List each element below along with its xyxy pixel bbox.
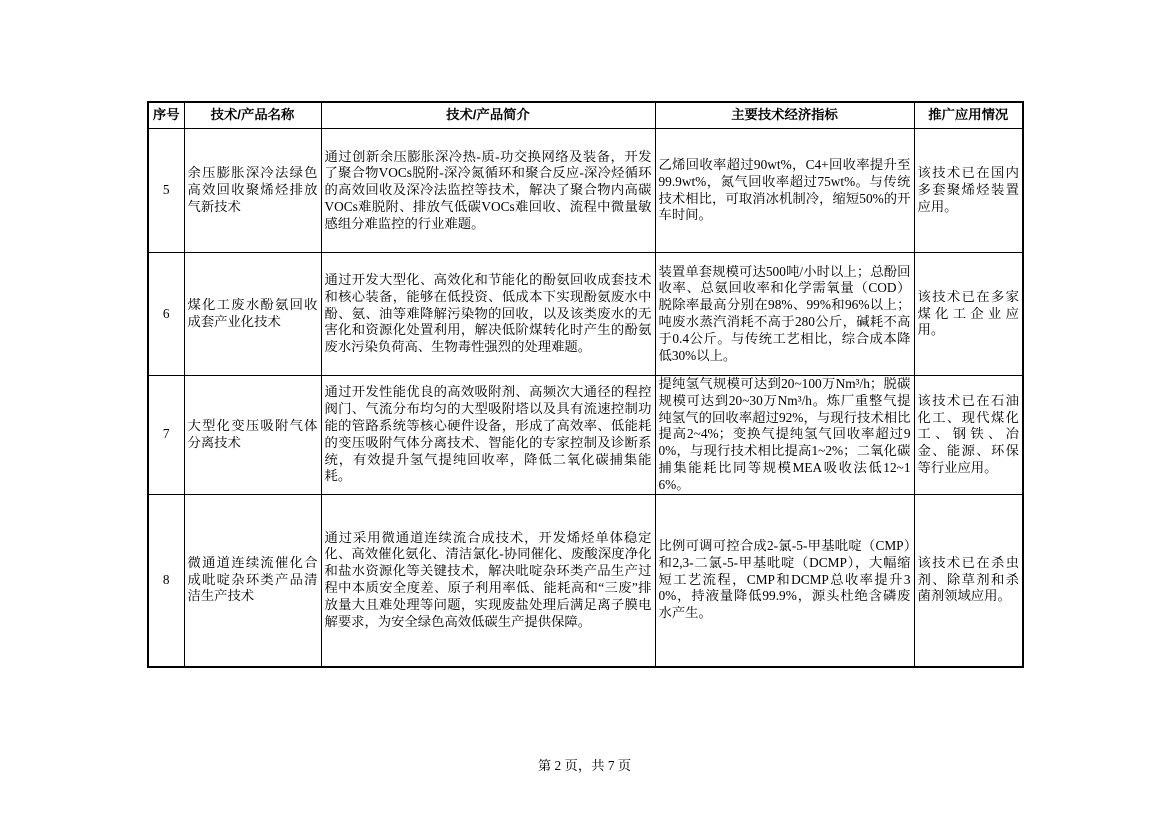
cell-indicators: 乙烯回收率超过90wt%，C4+回收率提升至99.9wt%，氮气回收率超过75wt%。与传统技术相比，可取消冰机制冷，缩短50%的开车时间。 bbox=[655, 129, 914, 253]
cell-indicators: 装置单套规模可达500吨/小时以上；总酚回收率、总氨回收率和化学需氧量（COD）脱除率最高分别在98%、99%和96%以上；吨废水蒸汽消耗不高于280公斤，碱耗不高于0.4公斤。与传统工艺相比，综合成本降低30%以上。 bbox=[655, 253, 914, 376]
cell-name: 大型化变压吸附气体分离技术 bbox=[184, 376, 321, 495]
cell-application: 该技术已在多家煤化工企业应用。 bbox=[914, 253, 1023, 376]
cell-number: 6 bbox=[148, 253, 184, 376]
header-application: 推广应用情况 bbox=[914, 102, 1023, 129]
tech-table bbox=[147, 101, 1024, 668]
cell-intro: 通过采用微通道连续流合成技术，开发烯烃单体稳定化、高效催化氨化、清洁氯化-协同催化、废酸深度净化和盐水资源化等关键技术，解决吡啶杂环类产品生产过程中本质安全度差、原子利用率低、能耗高和“三废”排放量大且难处理等问题，实现废盐处理后满足离子膜电解要求，为安全绿色高效低碳生产提供保障。 bbox=[321, 494, 655, 667]
table-row bbox=[148, 253, 1023, 376]
cell-number: 5 bbox=[148, 129, 184, 253]
cell-intro: 通过开发大型化、高效化和节能化的酚氨回收成套技术和核心装备，能够在低投资、低成本下实现酚氨废水中酚、氨、油等难降解污染物的回收，以及该类废水的无害化和资源化处置利用，解决低阶煤转化时产生的酚氨废水污染负荷高、生物毒性强烈的处理难题。 bbox=[321, 253, 655, 376]
header-number: 序号 bbox=[148, 102, 184, 129]
cell-application: 该技术已在国内多套聚烯烃装置应用。 bbox=[914, 129, 1023, 253]
header-intro: 技术/产品简介 bbox=[321, 102, 655, 129]
cell-application: 该技术已在石油化工、现代煤化工、钢铁、冶金、能源、环保等行业应用。 bbox=[914, 376, 1023, 495]
cell-name: 微通道连续流催化合成吡啶杂环类产品清洁生产技术 bbox=[184, 494, 321, 667]
cell-name: 煤化工废水酚氨回收成套产业化技术 bbox=[184, 253, 321, 376]
cell-number: 7 bbox=[148, 376, 184, 495]
header-name: 技术/产品名称 bbox=[184, 102, 321, 129]
cell-indicators: 比例可调可控合成2-氯-5-甲基吡啶（CMP）和2,3-二氯-5-甲基吡啶（DCMP），大幅缩短工艺流程，CMP和DCMP总收率提升30%，持液量降低99.9%，源头杜绝含磷废水产生。 bbox=[655, 494, 914, 667]
cell-intro: 通过创新余压膨胀深冷热-质-功交换网络及装备，开发了聚合物VOCs脱附-深冷氮循环和聚合反应-深冷烃循环的高效回收及深冷法监控等技术，解决了聚合物内高碳VOCs难脱附、排放气低碳VOCs难回收、流程中微量敏感组分难监控的行业难题。 bbox=[321, 129, 655, 253]
table-row bbox=[148, 494, 1023, 667]
page-footer: 第 2 页，共 7 页 bbox=[537, 758, 632, 773]
table-row bbox=[148, 376, 1023, 495]
table-row bbox=[148, 129, 1023, 253]
header-indicators: 主要技术经济指标 bbox=[655, 102, 914, 129]
cell-application: 该技术已在杀虫剂、除草剂和杀菌剂领域应用。 bbox=[914, 494, 1023, 667]
cell-intro: 通过开发性能优良的高效吸附剂、高频次大通径的程控阀门、气流分布均匀的大型吸附塔以及具有流速控制功能的管路系统等核心硬件设备，形成了高效率、低能耗的变压吸附气体分离技术、智能化的专家控制及诊断系统，有效提升氢气提纯回收率，降低二氧化碳捕集能耗。 bbox=[321, 376, 655, 495]
cell-indicators: 提纯氢气规模可达到20~100万Nm³/h；脱碳规模可达到20~30万Nm³/h。炼厂重整气提纯氢气的回收率超过92%，与现行技术相比提高2~4%；变换气提纯氢气回收率超过90%，与现行技术相比提高1~2%；二氧化碳捕集能耗比同等规模MEA吸收法低12~16%。 bbox=[655, 376, 914, 495]
cell-number: 8 bbox=[148, 494, 184, 667]
table-header-row bbox=[148, 102, 1023, 129]
cell-name: 余压膨胀深冷法绿色高效回收聚烯烃排放气新技术 bbox=[184, 129, 321, 253]
